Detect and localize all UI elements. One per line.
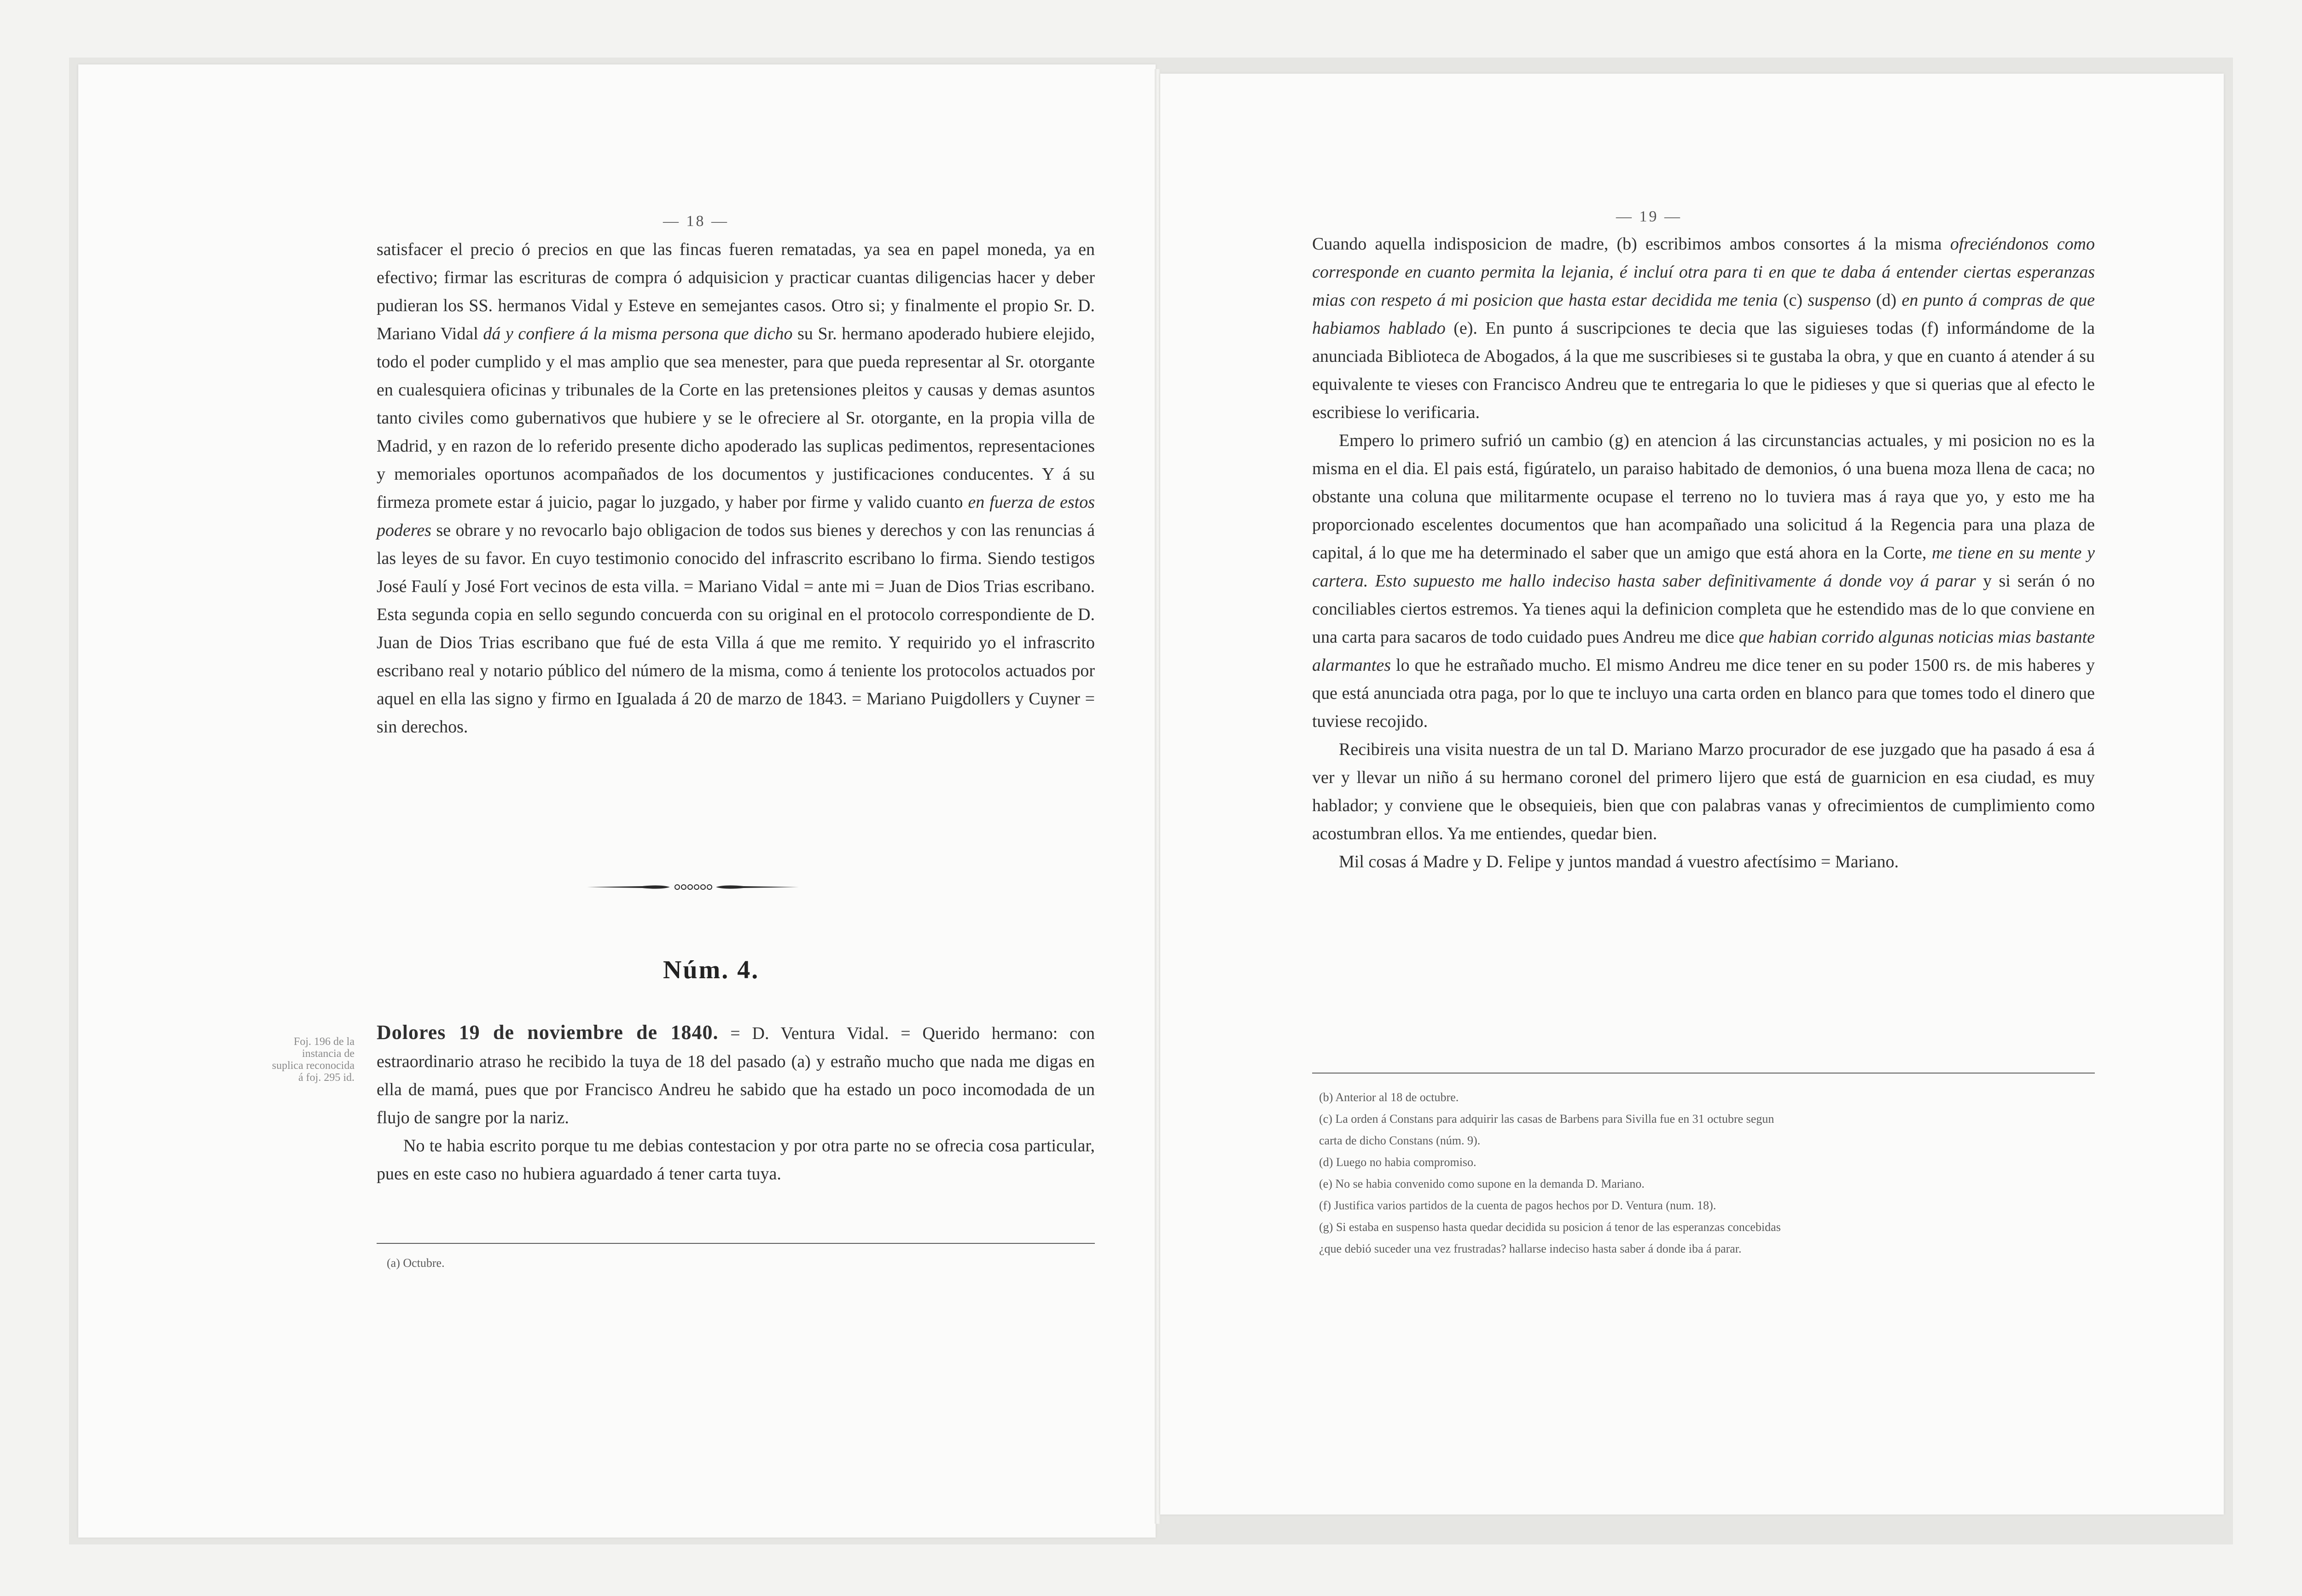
letter-paragraph-2: No te habia escrito porque tu me debias contestacion y por otra parte no se ofrecia cosa particular, pues en este caso no hubiera aguardado á tener carta tuya. [377, 1136, 1095, 1184]
letter-paragraph-5: Recibireis una visita nuestra de un tal D. Mariano Marzo procurador de ese juzgado que ha pasado á esa á ver y llevar un niño á su hermano coronel del primero lijero que está de guarnicion en esa ciudad, es muy hablador; y conviene que le obsequieis, bien que con palabras vanas y ofrecimientos de cumplimiento como acostumbran ellos. Ya me entiendes, quedar bien. [1312, 740, 2095, 843]
deed-paragraph: satisfacer el precio ó precios en que las fincas fueren rematadas, ya sea en papel moneda, ya en efectivo; firmar las escrituras de compra ó adquisicion y practicar cuantas diligencias hacer y deber pudieran los SS. hermanos Vidal y Esteve en semejantes casos. Otro si; y finalmente el propio Sr. D. Mariano Vidal dá y confiere á la misma persona que dicho su Sr. hermano apoderado hubiere elejido, todo el poder cumplido y el mas amplio que sea menester, para que pueda representar al Sr. otorgante en cualesquiera oficinas y tribunales de la Corte en las pretensiones pleitos y causas y demas asuntos tanto civiles como gubernativos que hubiere y se le ofreciere al Sr. otorgante, en la propia villa de Madrid, y en razon de lo referido presente dicho apoderado las suplicas pedimentos, representaciones y memoriales oportunos acompañados de los documentos y justificaciones conducentes. Y á su firmeza promete estar á juicio, pagar lo juzgado, y haber por firme y valido cuanto en fuerza de estos poderes se obrare y no revocarlo bajo obligacion de todos sus bienes y derechos y con las renuncias á las leyes de su favor. En cuyo testimonio conocido del infrascrito escribano lo firma. Siendo testigos José Faulí y José Fort vecinos de esta villa. = Mariano Vidal = ante mi = Juan de Dios Trias escribano. Esta segunda copia en sello segundo concuerda con su original en el protocolo correspondiente de D. Juan de Dios Trias escribano que fué de esta Villa á que me remito. Y requirido yo el infrascrito escribano real y notario público del número de la misma, como á teniente los protocolos actuados por aquel en ella las signo y firmo en Igualada á 20 de marzo de 1843. = Mariano Puigdollers y Cuyner = sin derechos. [377, 240, 1095, 737]
letter-paragraph-3: Cuando aquella indisposicion de madre, (b) escribimos ambos consortes á la misma ofreciéndonos como corresponde en cuanto permita la lejania, é incluí otra para ti en que te daba á entender ciertas esperanzas mias con respeto á mi posicion que hasta estar decidida me tenia (c) suspenso (d) en punto á compras de que habiamos hablado (e). En punto á suscripciones te decia que las siguieses todas (f) informándome de la anunciada Biblioteca de Abogados, á la que me suscribieses si te gustaba la obra, y que en cuanto á atender á su equivalente te vieses con Francisco Andreu que te entregaria lo que le pidieses y que si querias que al efecto le escribiese lo verificaria. [1312, 234, 2095, 422]
ornament-divider [587, 879, 799, 895]
footnotes [387, 1252, 1077, 1274]
letter-closing: Mil cosas á Madre y D. Felipe y juntos mandad á vuestro afectísimo = Mariano. [1339, 852, 1899, 871]
footnote: carta de dicho Constans (núm. 9). [1319, 1134, 1481, 1147]
footnote: (f) Justifica varios partidos de la cuenta de pagos hechos por D. Ventura (num. 18). [1319, 1199, 1716, 1212]
footnotes [1319, 1086, 2097, 1259]
letter-paragraph-1: Dolores 19 de noviembre de 1840. = D. Ventura Vidal. = Querido hermano: con estraordinario atraso he recibido la tuya de 18 del pasado (a) y estraño mucho que nada me digas en ella de mamá, pues que por Francisco Andreu he sabido que ha estado un poco incomodada de un flujo de sangre por la nariz. [377, 1021, 1095, 1127]
footnote: (d) Luego no habia compromiso. [1319, 1155, 1477, 1169]
footnote: (b) Anterior al 18 de octubre. [1319, 1091, 1459, 1104]
footnote-rule [377, 1243, 1095, 1244]
letter-text [377, 1018, 1095, 1188]
footnote: (g) Si estaba en suspenso hasta quedar decidida su posicion á tenor de las esperanzas concebidas [1319, 1220, 1781, 1234]
letter-date: Dolores 19 de noviembre de 1840. [377, 1021, 719, 1044]
document-heading: Núm. 4. [663, 956, 760, 984]
page-number: — 18 — [663, 213, 729, 230]
footnote: (a) Octubre. [387, 1256, 445, 1270]
margin-note: Foj. 196 de la instancia de suplica reconocida á foj. 295 id. [272, 1036, 355, 1084]
left-page [78, 64, 1156, 1538]
footnote-rule [1312, 1073, 2095, 1074]
page-number: — 19 — [1616, 208, 1682, 225]
footnote: (e) No se habia convenido como supone en la demanda D. Mariano. [1319, 1177, 1645, 1190]
left-body-text [377, 236, 1095, 741]
footnote: (c) La orden á Constans para adquirir las casas de Barbens para Sivilla fue en 31 octubre segun [1319, 1112, 1774, 1126]
right-body-text [1312, 230, 2095, 876]
letter-paragraph-4: Empero lo primero sufrió un cambio (g) en atencion á las circunstancias actuales, y mi posicion no es la misma en el dia. El pais está, figúratelo, un paraiso habitado de demonios, ó una buena moza llena de caca; no obstante una coluna que militarmente ocupase el terreno no lo tuviera mas á raya que yo, y esto me ha proporcionado escelentes documentos que han acompañado una solicitud á la Regencia para una plaza de capital, á lo que me ha determinado el saber que un amigo que está ahora en la Corte, me tiene en su mente y cartera. Esto supuesto me hallo indeciso hasta saber definitivamente á donde voy á parar y si serán ó no conciliables ciertos estremos. Ya tienes aqui la definicion completa que he estendido mas de lo que conviene en una carta para sacaros de todo cuidado pues Andreu me dice que habian corrido algunas noticias mias bastante alarmantes lo que he estrañado mucho. El mismo Andreu me dice tener en su poder 1500 rs. de mis haberes y que está anunciada otra paga, por lo que te incluyo una carta orden en blanco para que tomes todo el dinero que tuviese recojido. [1312, 431, 2095, 731]
right-page [1160, 74, 2224, 1515]
footnote: ¿que debió suceder una vez frustradas? hallarse indeciso hasta saber á donde iba á parar. [1319, 1242, 1742, 1255]
